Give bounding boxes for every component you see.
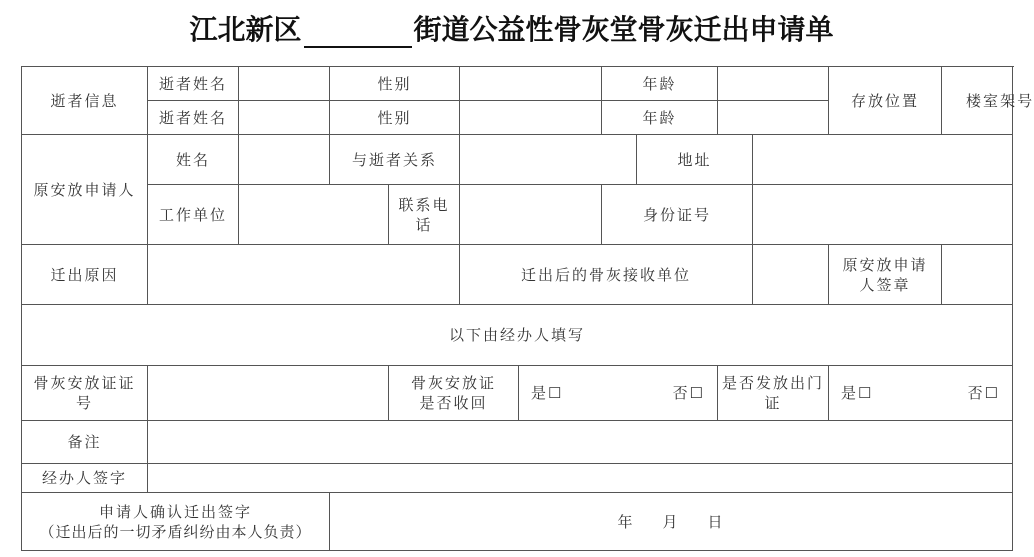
location-field[interactable] [942, 67, 1034, 135]
exit-pass-yes-checkbox[interactable]: 是☐ [841, 384, 874, 402]
deceased-name-field-1[interactable] [239, 67, 330, 101]
age-label: 年龄 [602, 67, 718, 101]
gender-label: 性别 [330, 101, 460, 135]
cert-recovered-yes-checkbox[interactable]: 是☐ [531, 384, 564, 402]
id-number-field[interactable] [753, 185, 1013, 245]
deceased-section-label: 逝者信息 [22, 67, 148, 135]
workplace-label: 工作单位 [148, 185, 239, 245]
address-field[interactable] [753, 135, 1013, 185]
certificate-row [22, 366, 1013, 421]
date-month: 月 [662, 512, 680, 531]
receiver-label: 迁出后的骨灰接收单位 [460, 245, 753, 305]
confirmation-label [22, 493, 330, 551]
gender-field-2[interactable] [460, 101, 602, 135]
age-field-2[interactable] [718, 101, 829, 135]
cert-recovered-no-checkbox[interactable]: 否☐ [672, 384, 706, 402]
applicant-signature-label [829, 245, 942, 305]
applicant-signature-field[interactable] [942, 245, 1013, 305]
title-text: 街道公益性骨灰堂骨灰迁出申请单 [413, 13, 834, 46]
deceased-name-label: 逝者姓名 [148, 101, 239, 135]
gender-label: 性别 [330, 67, 460, 101]
confirmation-row [22, 493, 1013, 551]
gender-field-1[interactable] [460, 67, 602, 101]
confirmation-label-line1: 申请人确认迁出签字 [98, 502, 252, 521]
staff-signature-label: 经办人签字 [22, 464, 148, 493]
exit-pass-no-checkbox[interactable]: 否☐ [967, 384, 1001, 402]
notes-row [22, 421, 1013, 464]
applicant-name-label: 姓名 [148, 135, 239, 185]
applicant-signature-label-line1: 原安放申请 [842, 255, 928, 274]
staff-signature-row [22, 464, 1013, 493]
reason-row [22, 245, 1013, 305]
deceased-name-label: 逝者姓名 [148, 67, 239, 101]
applicant-row-2 [22, 185, 1013, 245]
notes-field[interactable] [148, 421, 1013, 464]
phone-label [389, 185, 460, 245]
cert-number-label-line2: 号 [75, 394, 93, 412]
applicant-name-field[interactable] [239, 135, 330, 185]
cert-recovered-label-line2: 是否收回 [419, 394, 488, 412]
receiver-field[interactable] [753, 245, 829, 305]
deceased-name-field-2[interactable] [239, 101, 330, 135]
cert-recovered-label-line1: 骨灰安放证 [411, 374, 497, 392]
street-name-blank[interactable] [304, 20, 412, 48]
phone-field[interactable] [460, 185, 602, 245]
cert-number-field[interactable] [148, 366, 389, 421]
cert-recovered-options [519, 366, 718, 421]
location-unit-shelf: 架 [1000, 91, 1018, 110]
cert-number-label-line1: 骨灰安放证证 [33, 374, 136, 392]
location-label: 存放位置 [829, 67, 942, 135]
reason-label: 迁出原因 [22, 245, 148, 305]
form-title [0, 8, 1023, 48]
applicant-signature-label-line2: 人签章 [859, 275, 911, 294]
age-field-1[interactable] [718, 67, 829, 101]
applicant-row-1 [22, 135, 1013, 185]
deceased-row-1 [22, 67, 1013, 101]
cert-number-label [22, 366, 148, 421]
exit-pass-label: 是否发放出门证 [718, 366, 829, 421]
cert-recovered-label [389, 366, 519, 421]
notes-label: 备注 [22, 421, 148, 464]
workplace-field[interactable] [239, 185, 389, 245]
staff-section-row [22, 305, 1013, 366]
age-label: 年龄 [602, 101, 718, 135]
location-unit-room: 室 [983, 91, 1001, 110]
reason-field[interactable] [148, 245, 460, 305]
exit-pass-options [829, 366, 1013, 421]
applicant-section-label: 原安放申请人 [22, 135, 148, 245]
staff-signature-field[interactable] [148, 464, 1013, 493]
id-number-label: 身份证号 [602, 185, 753, 245]
phone-label-line2: 话 [415, 215, 433, 234]
application-form-table [21, 66, 1034, 551]
address-label: 地址 [637, 135, 753, 185]
date-day: 日 [707, 512, 725, 531]
confirmation-signature-field[interactable] [330, 493, 1013, 551]
relation-label: 与逝者关系 [330, 135, 460, 185]
phone-label-line1: 联系电 [398, 195, 450, 214]
location-unit-building: 楼 [966, 91, 984, 110]
confirmation-label-line2: （迁出后的一切矛盾纠纷由本人负责） [39, 522, 312, 541]
staff-section-heading: 以下由经办人填写 [22, 305, 1013, 366]
date-year: 年 [617, 512, 635, 531]
location-unit-number: 号 [1017, 91, 1034, 110]
title-district: 江北新区 [189, 13, 302, 46]
relation-field[interactable] [460, 135, 637, 185]
